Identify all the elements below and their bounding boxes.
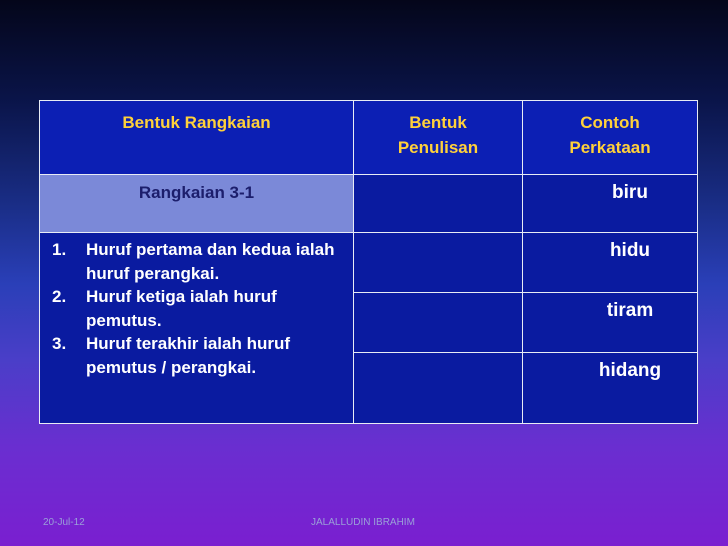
rule-number: 1.	[52, 240, 67, 259]
rules-list	[50, 238, 343, 379]
example-word: hidang	[598, 360, 662, 381]
penulisan-cell	[354, 293, 523, 353]
table-row	[40, 175, 698, 233]
example-word: biru	[612, 182, 648, 203]
list-item	[52, 285, 343, 332]
example-cell	[523, 353, 698, 424]
rule-text: Huruf ketiga ialah huruf pemutus.	[86, 287, 277, 330]
header-penulisan-label: Penulisan	[397, 138, 479, 157]
rule-number: 3.	[52, 334, 67, 353]
header-perkataan-label: Perkataan	[569, 138, 651, 157]
header-bentuk-penulisan	[354, 101, 523, 175]
rule-number: 2.	[52, 287, 67, 306]
penulisan-cell	[354, 175, 523, 233]
penulisan-cell	[354, 233, 523, 293]
table-row	[40, 233, 698, 293]
footer-author: JALALLUDIN IBRAHIM	[311, 517, 415, 528]
header-bentuk-label: Bentuk	[409, 113, 467, 132]
header-contoh-perkataan	[523, 101, 698, 175]
penulisan-cell	[354, 353, 523, 424]
example-cell	[523, 175, 698, 233]
list-item	[52, 332, 343, 379]
group-label: Rangkaian 3-1	[138, 183, 255, 202]
rule-text: Huruf pertama dan kedua ialah huruf perangkai.	[86, 240, 335, 283]
footer-date: 20-Jul-12	[43, 517, 85, 528]
list-item	[52, 238, 343, 285]
group-label-cell	[40, 175, 354, 233]
rule-text: Huruf terakhir ialah huruf pemutus / perangkai.	[86, 334, 291, 377]
header-bentuk-rangkaian	[40, 101, 354, 175]
example-cell	[523, 293, 698, 353]
table-header-row	[40, 101, 698, 175]
header-bentuk-rangkaian-label: Bentuk Rangkaian	[122, 113, 271, 132]
example-cell	[523, 233, 698, 293]
rules-cell	[40, 233, 354, 424]
header-contoh-label: Contoh	[580, 113, 640, 132]
rangkaian-table	[39, 100, 698, 424]
example-word: tiram	[606, 300, 654, 321]
example-word: hidu	[609, 240, 651, 261]
